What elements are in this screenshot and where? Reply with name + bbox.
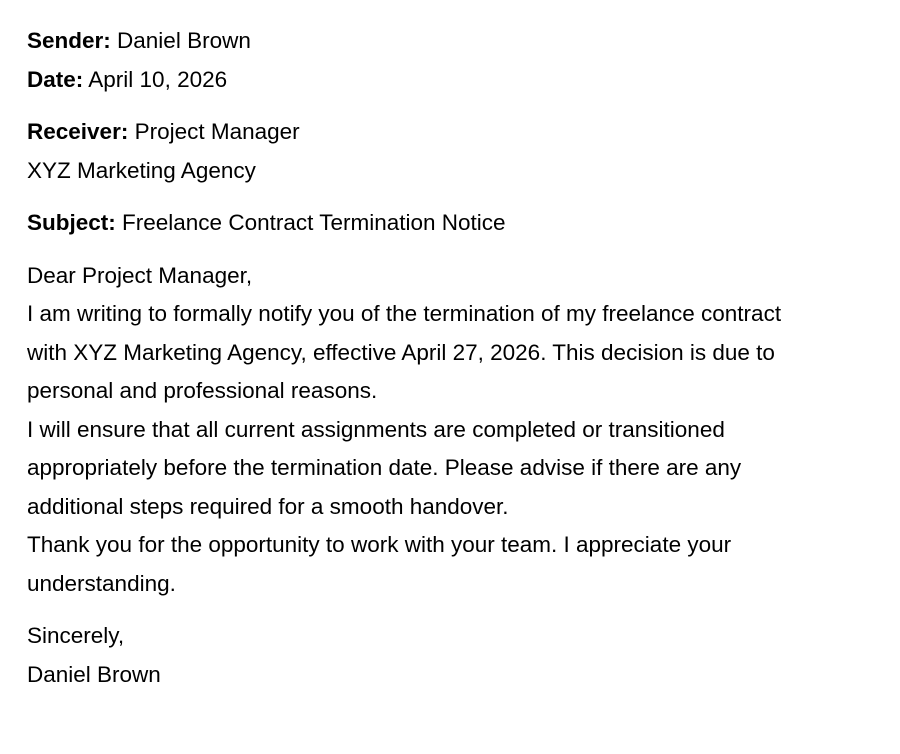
signature: Daniel Brown xyxy=(27,661,161,687)
receiver-label: Receiver: xyxy=(27,119,129,144)
receiver-value: Project Manager xyxy=(128,119,300,144)
paragraph-line: additional steps required for a smooth handover. xyxy=(27,493,509,519)
sender-line xyxy=(27,22,887,61)
subject-value: Freelance Contract Termination Notice xyxy=(115,210,506,235)
paragraph-line: understanding. xyxy=(27,570,176,596)
body-paragraph-2 xyxy=(27,411,887,527)
letter-document xyxy=(27,22,887,694)
date-label: Date: xyxy=(27,66,84,92)
subject-line xyxy=(27,204,887,243)
paragraph-line: I am writing to formally notify you of the termination of my freelance contract xyxy=(27,301,782,326)
date-line xyxy=(27,61,887,100)
subject-label: Subject: xyxy=(27,210,116,235)
body-paragraph-3 xyxy=(27,526,887,603)
closing: Sincerely, xyxy=(27,623,125,648)
paragraph-line: I will ensure that all current assignments are completed or transitioned xyxy=(27,416,725,442)
date-value: April 10, 2026 xyxy=(83,66,228,92)
paragraph-line: personal and professional reasons. xyxy=(27,378,378,403)
receiver-line xyxy=(27,113,887,152)
receiver-org: XYZ Marketing Agency xyxy=(27,157,256,183)
sender-value: Daniel Brown xyxy=(110,28,251,53)
paragraph-line: appropriately before the termination date. Please advise if there are any xyxy=(27,455,742,480)
paragraph-line: Thank you for the opportunity to work with your team. I appreciate your xyxy=(27,532,732,557)
paragraph-line: with XYZ Marketing Agency, effective April 27, 2026. This decision is due to xyxy=(27,339,775,365)
sender-label: Sender: xyxy=(27,28,111,53)
salutation: Dear Project Manager, xyxy=(27,262,253,288)
body-paragraph-1 xyxy=(27,295,887,411)
